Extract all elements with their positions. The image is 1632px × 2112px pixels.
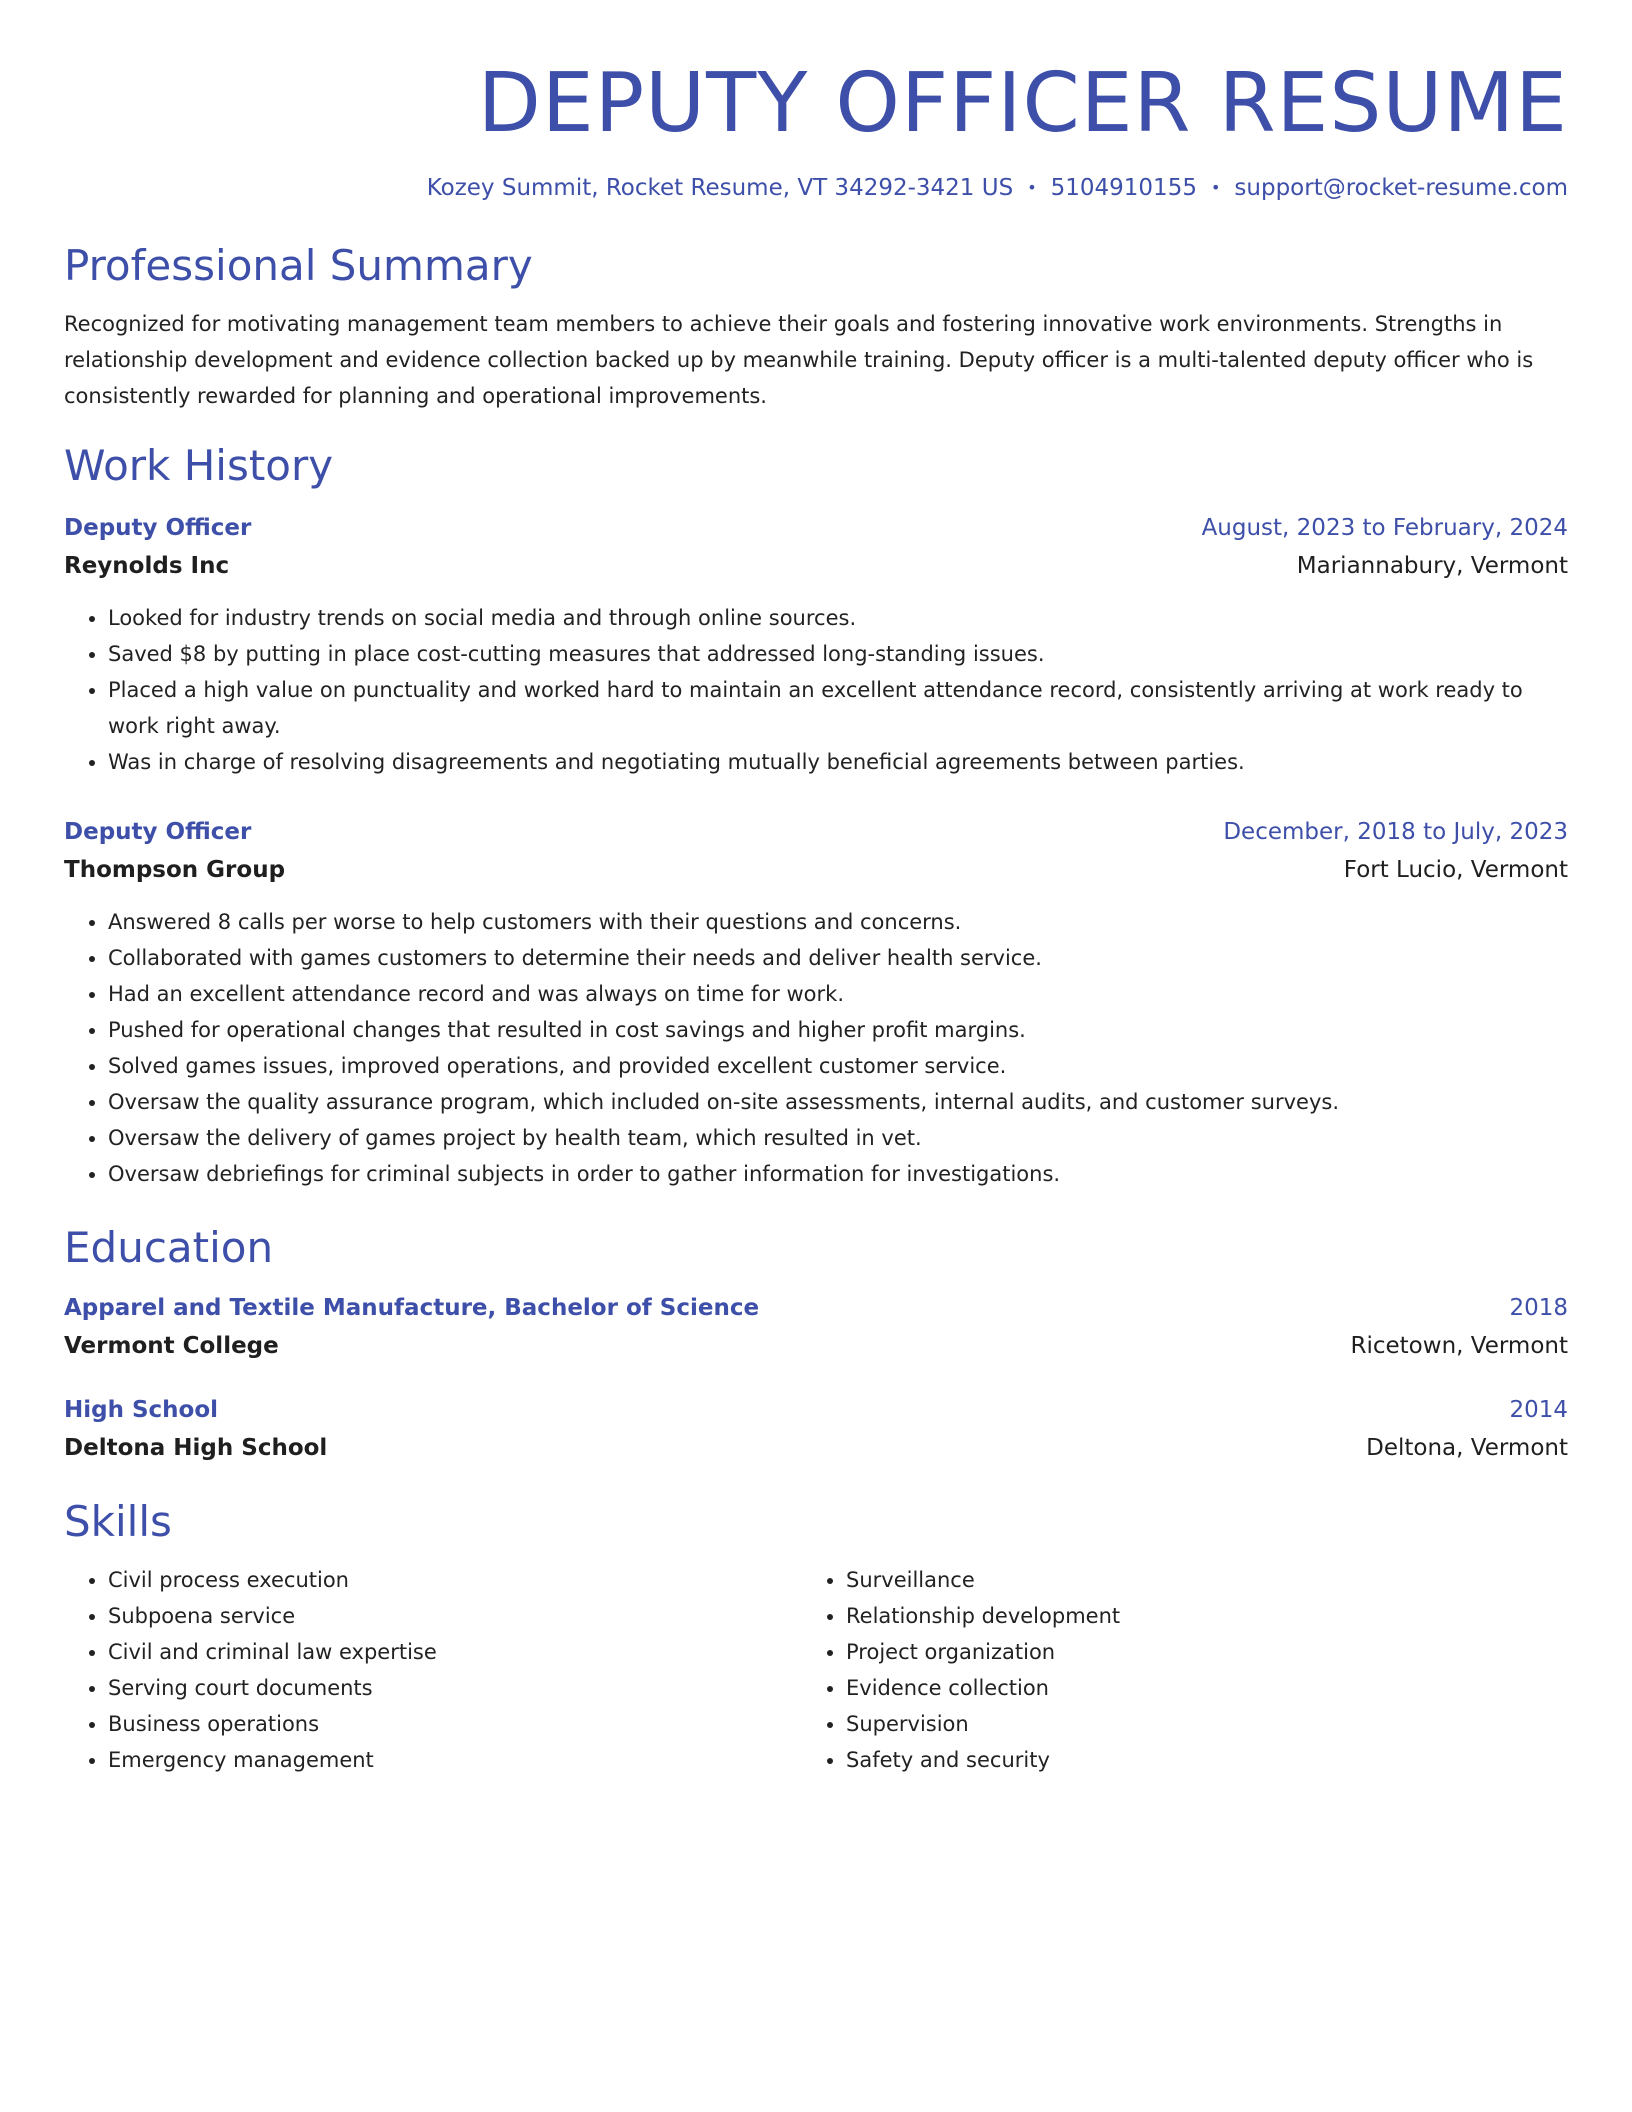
contact-phone: 5104910155 xyxy=(1050,175,1197,201)
job-bullet: • Oversaw the quality assurance program, which included on-site assessments, internal audits, and customer surveys. xyxy=(108,1084,1568,1120)
education-entry xyxy=(64,1290,1568,1366)
job-location: Fort Lucio, Vermont xyxy=(1343,857,1568,883)
skills-columns xyxy=(64,1562,1568,1778)
job-company-row xyxy=(64,546,1568,586)
job-company: Reynolds Inc xyxy=(64,553,230,579)
job-bullet-list xyxy=(64,600,1568,780)
job-header-row xyxy=(64,814,1568,850)
summary-heading: Professional Summary xyxy=(64,241,533,290)
resume-page xyxy=(64,0,1568,1778)
skills-column-right xyxy=(802,1562,1540,1778)
education-location: Deltona, Vermont xyxy=(1366,1435,1568,1461)
education-entry xyxy=(64,1392,1568,1468)
contact-address: Kozey Summit, Rocket Resume, VT 34292-3421 US xyxy=(426,175,1014,201)
job-role: Deputy Officer xyxy=(64,515,252,541)
job-company: Thompson Group xyxy=(64,857,286,883)
job-dates: December, 2018 to July, 2023 xyxy=(1223,819,1568,845)
job-location: Mariannabury, Vermont xyxy=(1296,553,1568,579)
contact-line xyxy=(64,172,1568,204)
skill-item: • Evidence collection xyxy=(846,1670,1540,1706)
skill-item: • Supervision xyxy=(846,1706,1540,1742)
job-bullet: • Solved games issues, improved operations, and provided excellent customer service. xyxy=(108,1048,1568,1084)
work-history-heading: Work History xyxy=(64,441,334,490)
education-year: 2018 xyxy=(1509,1295,1568,1321)
skill-item: • Relationship development xyxy=(846,1598,1540,1634)
job-bullet: • Collaborated with games customers to determine their needs and deliver health service. xyxy=(108,940,1568,976)
job-dates: August, 2023 to February, 2024 xyxy=(1201,515,1568,541)
education-heading: Education xyxy=(64,1223,274,1272)
job-role: Deputy Officer xyxy=(64,819,252,845)
job-entry xyxy=(64,510,1568,780)
education-school: Vermont College xyxy=(64,1333,279,1359)
skill-item: • Civil and criminal law expertise xyxy=(108,1634,802,1670)
education-location: Ricetown, Vermont xyxy=(1350,1333,1568,1359)
job-header-row xyxy=(64,510,1568,546)
education-school-row xyxy=(64,1326,1568,1366)
contact-email: support@rocket-resume.com xyxy=(1234,175,1568,201)
job-bullet: • Pushed for operational changes that resulted in cost savings and higher profit margins. xyxy=(108,1012,1568,1048)
skill-item: • Emergency management xyxy=(108,1742,802,1778)
job-entry xyxy=(64,814,1568,1192)
skills-heading: Skills xyxy=(64,1497,172,1546)
job-bullet: • Oversaw the delivery of games project by health team, which resulted in vet. xyxy=(108,1120,1568,1156)
skill-item: • Surveillance xyxy=(846,1562,1540,1598)
contact-separator: • xyxy=(1210,178,1221,197)
skill-item: • Project organization xyxy=(846,1634,1540,1670)
job-bullet: • Answered 8 calls per worse to help customers with their questions and concerns. xyxy=(108,904,1568,940)
skills-list xyxy=(802,1562,1540,1778)
resume-title: DEPUTY OFFICER RESUME xyxy=(477,56,1568,151)
summary-text: Recognized for motivating management team members to achieve their goals and fostering innovative work environments. Strengths in relationship development and evidence collection backed up by meanwhile training. Deputy officer is a multi-talented deputy officer who is consistently rewarded for planning and operational improvements. xyxy=(64,312,1534,408)
education-header-row xyxy=(64,1392,1568,1428)
job-bullet: • Placed a high value on punctuality and worked hard to maintain an excellent attendance record, consistently arriving at work ready to work right away. xyxy=(108,672,1568,744)
education-year: 2014 xyxy=(1509,1397,1568,1423)
job-bullet: • Looked for industry trends on social media and through online sources. xyxy=(108,600,1568,636)
job-bullet: • Had an excellent attendance record and was always on time for work. xyxy=(108,976,1568,1012)
skill-item: • Business operations xyxy=(108,1706,802,1742)
education-degree: High School xyxy=(64,1397,219,1423)
job-bullet: • Oversaw debriefings for criminal subjects in order to gather information for investigations. xyxy=(108,1156,1568,1192)
education-degree: Apparel and Textile Manufacture, Bachelor of Science xyxy=(64,1295,760,1321)
skill-item: • Subpoena service xyxy=(108,1598,802,1634)
education-school: Deltona High School xyxy=(64,1435,328,1461)
education-school-row xyxy=(64,1428,1568,1468)
skills-column-left xyxy=(64,1562,802,1778)
skill-item: • Serving court documents xyxy=(108,1670,802,1706)
education-header-row xyxy=(64,1290,1568,1326)
job-company-row xyxy=(64,850,1568,890)
contact-separator: • xyxy=(1027,178,1037,197)
skills-list xyxy=(64,1562,802,1778)
skill-item: • Civil process execution xyxy=(108,1562,802,1598)
job-bullet: • Was in charge of resolving disagreements and negotiating mutually beneficial agreements between parties. xyxy=(108,744,1568,780)
job-bullet: • Saved $8 by putting in place cost-cutting measures that addressed long-standing issues. xyxy=(108,636,1568,672)
skill-item: • Safety and security xyxy=(846,1742,1540,1778)
job-bullet-list xyxy=(64,904,1568,1192)
